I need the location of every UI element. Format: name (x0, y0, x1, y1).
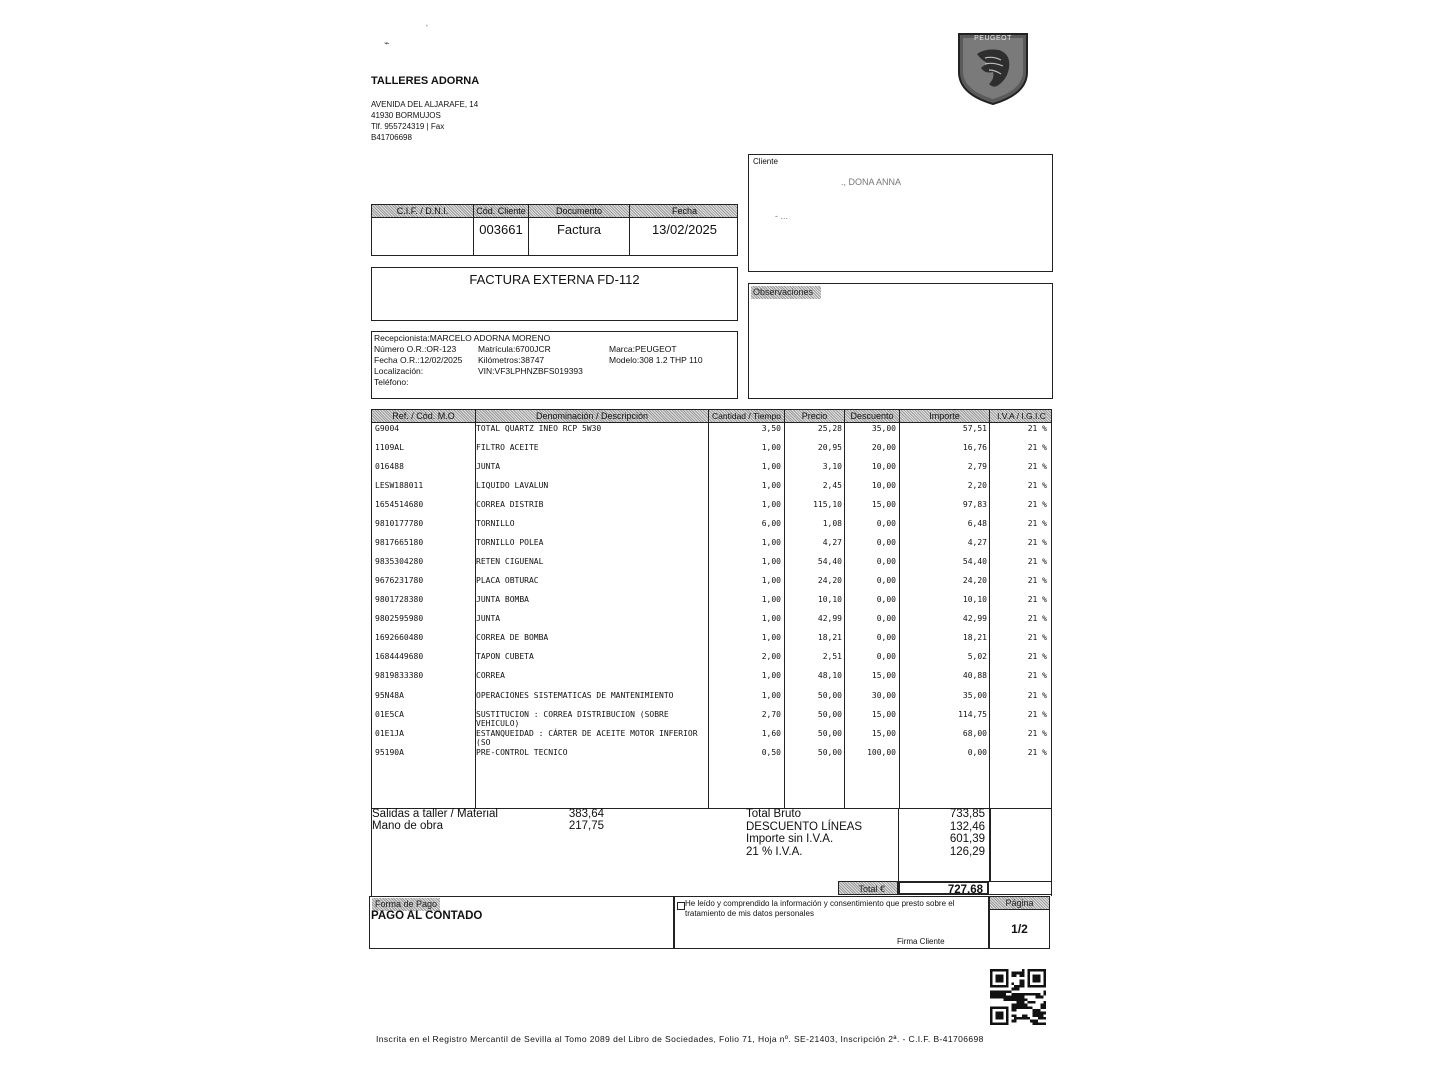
description-cell: SUSTITUCION : CORREA DISTRIBUCION (SOBRE VEHICULO) (476, 710, 669, 728)
vat-cell: 21 % (1027, 424, 1047, 433)
discount-cell: 20,00 (871, 443, 896, 452)
amount-cell: 35,00 (962, 691, 987, 700)
vehicle-model: Modelo:308 1.2 THP 110 (609, 355, 703, 365)
location: Localización: (374, 366, 424, 376)
quantity-cell: 2,00 (761, 652, 781, 661)
summary-left-values (552, 808, 604, 832)
phone: Teléfono: (374, 377, 409, 387)
description-cell: OPERACIONES SISTEMATICAS DE MANTENIMIENTO (476, 691, 674, 700)
description-cell: JUNTA (476, 462, 501, 471)
header-label-date: Fecha (671, 206, 697, 216)
summary-block (371, 808, 1052, 896)
description-cell: ESTANQUEIDAD : CÁRTER DE ACEITE MOTOR INFERIOR (SO (476, 729, 698, 747)
vat-cell: 21 % (1027, 671, 1047, 680)
description-cell: CORREA DE BOMBA (476, 633, 549, 642)
line-discount-label: DESCUENTO LÍNEAS (746, 820, 863, 833)
quantity-cell: 1,00 (761, 671, 781, 680)
quantity-cell: 1,00 (761, 633, 781, 642)
price-cell: 10,10 (817, 595, 842, 604)
quantity-cell: 2,70 (761, 710, 781, 719)
client-line: - ... (775, 211, 788, 221)
amount-cell: 40,88 (962, 671, 987, 680)
price-cell: 3,10 (822, 462, 842, 471)
description-cell: JUNTA BOMBA (476, 595, 529, 604)
mileage: Kilómetros:38747 (478, 355, 545, 365)
ref-cell: 9835304280 (375, 557, 424, 566)
vehicle-brand: Marca:PEUGEOT (609, 344, 677, 354)
table-row (372, 557, 1051, 575)
price-cell: 2,51 (822, 652, 842, 661)
ref-cell: 1654514680 (375, 500, 424, 509)
page-label: Página (990, 897, 1049, 910)
quantity-cell: 1,00 (761, 576, 781, 585)
ref-cell: LESW188011 (375, 481, 424, 490)
vat-cell: 21 % (1027, 710, 1047, 719)
table-row (372, 500, 1051, 518)
consent-text-line: tratamiento de mis datos personales (685, 909, 814, 918)
amount-cell: 16,76 (962, 443, 987, 452)
material-value: 383,64 (568, 808, 604, 820)
ref-cell: 9802595980 (375, 614, 424, 623)
amount-cell: 42,99 (962, 614, 987, 623)
header-label-document: Documento (555, 206, 603, 216)
company-address (371, 99, 478, 143)
discount-cell: 15,00 (871, 729, 896, 738)
page-number: 1/2 (1011, 922, 1028, 936)
description-cell: TORNILLO POLEA (476, 538, 544, 547)
quantity-cell: 0,50 (761, 748, 781, 757)
table-row (372, 710, 1051, 728)
discount-cell: 10,00 (871, 481, 896, 490)
lines-table (371, 409, 1052, 809)
quantity-cell: 6,00 (761, 519, 781, 528)
table-row (372, 748, 1051, 766)
price-cell: 2,45 (822, 481, 842, 490)
discount-cell: 0,00 (876, 652, 896, 661)
description-cell: CORREA (476, 671, 505, 680)
ref-cell: 016488 (375, 462, 404, 471)
total-gross-value: 733,85 (949, 808, 985, 820)
price-cell: 4,27 (822, 538, 842, 547)
company-cif: B41706698 (371, 133, 412, 142)
amount-cell: 97,83 (962, 500, 987, 509)
document-header-table (371, 204, 738, 256)
price-cell: 48,10 (817, 671, 842, 680)
receptionist: Recepcionista:MARCELO ADORNA MORENO (374, 333, 551, 343)
summary-left (372, 808, 498, 832)
column-header-ref: Ref. / Cód. M.O (392, 411, 455, 421)
table-row (372, 652, 1051, 670)
quantity-cell: 1,00 (761, 443, 781, 452)
signature-label: Firma Cliente (897, 937, 945, 946)
vat-cell: 21 % (1027, 519, 1047, 528)
total-label: Total € (838, 881, 898, 895)
vat-cell: 21 % (1027, 729, 1047, 738)
price-cell: 50,00 (817, 748, 842, 757)
quantity-cell: 1,00 (761, 595, 781, 604)
ref-cell: G9004 (375, 424, 400, 433)
header-label-client-code: Cód. Cliente (476, 206, 526, 216)
page-box (989, 896, 1050, 949)
column-header-description: Denominación / Descripción (535, 411, 649, 421)
table-rows (372, 410, 1051, 808)
quantity-cell: 1,00 (761, 691, 781, 700)
description-cell: FILTRO ACEITE (476, 443, 539, 452)
amount-cell: 68,00 (962, 729, 987, 738)
material-label: Salidas a taller / Material (372, 808, 498, 820)
discount-cell: 10,00 (871, 462, 896, 471)
ref-cell: 1684449680 (375, 652, 424, 661)
registry-footer: Inscrita en el Registro Mercantil de Sevilla al Tomo 2089 del Libro de Sociedades, Folio 71, Hoja nº. SE-21403, Inscripción 2ª. - C.I.F. B-41706698 (376, 1034, 984, 1044)
summary-values-column (898, 808, 991, 881)
vat-cell: 21 % (1027, 481, 1047, 490)
column-header-amount: Importe (929, 411, 960, 421)
title-box (371, 267, 738, 321)
amount-cell: 2,79 (967, 462, 987, 471)
amount-cell: 54,40 (962, 557, 987, 566)
table-row (372, 614, 1051, 632)
net-amount-value: 601,39 (949, 833, 985, 845)
discount-cell: 0,00 (876, 538, 896, 547)
quantity-cell: 1,60 (761, 729, 781, 738)
price-cell: 54,40 (817, 557, 842, 566)
amount-cell: 10,10 (962, 595, 987, 604)
price-cell: 50,00 (817, 729, 842, 738)
column-header-quantity: Cantidad / Tiempo (712, 411, 781, 421)
price-cell: 1,08 (822, 519, 842, 528)
ref-cell: 95N48A (375, 691, 404, 700)
summary-right-labels (746, 808, 862, 858)
net-amount-label: Importe sin I.V.A. (746, 833, 834, 845)
or-date: Fecha O.R.:12/02/2025 (374, 355, 463, 365)
ref-cell: 95190A (375, 748, 404, 757)
price-cell: 25,28 (817, 424, 842, 433)
ref-cell: 9810177780 (375, 519, 424, 528)
table-row (372, 595, 1051, 613)
header-label-cif: C.I.F. / D.N.I. (396, 206, 449, 216)
column-header-vat: I.V.A / I.G.I.C (997, 411, 1046, 421)
discount-cell: 15,00 (871, 500, 896, 509)
labor-value: 217,75 (568, 820, 604, 832)
company-name: TALLERES ADORNA (371, 75, 480, 87)
vat-cell: 21 % (1027, 443, 1047, 452)
invoice-title: FACTURA EXTERNA FD-112 (469, 272, 640, 287)
line-discount-value: 132,46 (949, 820, 985, 833)
vat-value: 126,29 (949, 845, 985, 858)
qr-code (990, 969, 1046, 1025)
vat-cell: 21 % (1027, 614, 1047, 623)
or-number: Número O.R.:OR-123 (374, 344, 457, 354)
peugeot-logo (955, 28, 1031, 106)
amount-cell: 57,51 (962, 424, 987, 433)
table-row (372, 424, 1051, 442)
description-cell: LIQUIDO LAVALUN (476, 481, 549, 490)
price-cell: 42,99 (817, 614, 842, 623)
quantity-cell: 1,00 (761, 538, 781, 547)
description-cell: JUNTA (476, 614, 501, 623)
observations-label: Observaciones (751, 286, 821, 299)
discount-cell: 0,00 (876, 576, 896, 585)
client-line: ., DONA ANNA (841, 177, 902, 187)
price-cell: 24,20 (817, 576, 842, 585)
ref-cell: 9817665180 (375, 538, 424, 547)
table-row (372, 462, 1051, 480)
ref-cell: 9801728380 (375, 595, 424, 604)
price-cell: 20,95 (817, 443, 842, 452)
total-row-extension (989, 881, 1051, 895)
client-box (748, 154, 1053, 272)
vat-label: 21 % I.V.A. (746, 845, 803, 858)
ref-cell: 01E1JA (375, 729, 404, 738)
amount-cell: 6,48 (967, 519, 987, 528)
discount-cell: 0,00 (876, 595, 896, 604)
payment-label: Forma de Pago (372, 898, 440, 911)
ref-cell: 9676231780 (375, 576, 424, 585)
discount-cell: 30,00 (871, 691, 896, 700)
quantity-cell: 1,00 (761, 481, 781, 490)
column-header-discount: Descuento (850, 411, 894, 421)
client-label: Cliente (753, 157, 778, 166)
client-code-value: 003661 (479, 222, 523, 237)
payment-method: PAGO AL CONTADO (371, 910, 483, 922)
consent-checkbox[interactable] (677, 902, 685, 910)
summary-values (899, 808, 990, 858)
company-phone: Tlf. 955724319 | Fax (371, 122, 445, 131)
ref-cell: 1692660480 (375, 633, 424, 642)
table-row (372, 691, 1051, 709)
table-row (372, 671, 1051, 689)
table-row (372, 519, 1051, 537)
table-row (372, 729, 1051, 747)
description-cell: RETEN CIGUENAL (476, 557, 544, 566)
vat-cell: 21 % (1027, 595, 1047, 604)
total-gross-label: Total Bruto (746, 808, 801, 820)
price-cell: 50,00 (817, 710, 842, 719)
vat-cell: 21 % (1027, 538, 1047, 547)
ref-cell: 01E5CA (375, 710, 404, 719)
discount-cell: 15,00 (871, 671, 896, 680)
price-cell: 115,10 (813, 500, 842, 509)
discount-cell: 0,00 (876, 614, 896, 623)
vehicle-info-box (371, 331, 738, 399)
document-type-value: Factura (556, 222, 602, 237)
observations-box (748, 283, 1053, 399)
table-row (372, 481, 1051, 499)
scan-mark: ʼ (426, 24, 428, 33)
discount-cell: 0,00 (876, 633, 896, 642)
description-cell: PLACA OBTURAC (476, 576, 539, 585)
price-cell: 18,21 (817, 633, 842, 642)
vat-cell: 21 % (1027, 462, 1047, 471)
amount-cell: 4,27 (967, 538, 987, 547)
quantity-cell: 1,00 (761, 557, 781, 566)
table-row (372, 538, 1051, 556)
amount-cell: 0,00 (967, 748, 987, 757)
vat-cell: 21 % (1027, 652, 1047, 661)
price-cell: 50,00 (817, 691, 842, 700)
table-row (372, 633, 1051, 651)
discount-cell: 35,00 (871, 424, 896, 433)
amount-cell: 24,20 (962, 576, 987, 585)
quantity-cell: 1,00 (761, 500, 781, 509)
amount-cell: 114,75 (958, 710, 987, 719)
description-cell: TORNILLO (476, 519, 515, 528)
vat-column-extension (989, 808, 990, 881)
quantity-cell: 3,50 (761, 424, 781, 433)
ref-cell: 1109AL (375, 443, 404, 452)
table-row (372, 576, 1051, 594)
logo-text: PEUGEOT (974, 35, 1012, 42)
consent-box (674, 896, 989, 949)
vat-cell: 21 % (1027, 576, 1047, 585)
discount-cell: 0,00 (876, 557, 896, 566)
consent-text-line: He leído y comprendido la información y consentimiento que presto sobre el (685, 899, 955, 908)
amount-cell: 18,21 (962, 633, 987, 642)
quantity-cell: 1,00 (761, 614, 781, 623)
quantity-cell: 1,00 (761, 462, 781, 471)
discount-cell: 15,00 (871, 710, 896, 719)
total-value: 727,68 (898, 881, 989, 895)
table-row (372, 443, 1051, 461)
discount-cell: 0,00 (876, 519, 896, 528)
discount-cell: 100,00 (867, 748, 896, 757)
vin: VIN:VF3LPHNZBFS019393 (478, 366, 583, 376)
description-cell: PRE-CONTROL TECNICO (476, 748, 568, 757)
vat-cell: 21 % (1027, 500, 1047, 509)
company-address-line: 41930 BORMUJOS (371, 111, 441, 120)
vat-cell: 21 % (1027, 691, 1047, 700)
license-plate: Matrícula:6700JCR (478, 344, 551, 354)
description-cell: TAPON CUBETA (476, 652, 534, 661)
amount-cell: 2,20 (967, 481, 987, 490)
ref-cell: 9819833380 (375, 671, 424, 680)
description-cell: CORREA DISTRIB (476, 500, 544, 509)
column-header-price: Precio (801, 411, 828, 421)
document-date-value: 13/02/2025 (651, 222, 718, 237)
description-cell: TOTAL QUARTZ INEO RCP 5W30 (476, 424, 602, 433)
labor-label: Mano de obra (372, 820, 443, 832)
scan-mark: ⌁ (384, 38, 390, 48)
amount-cell: 5,02 (967, 652, 987, 661)
vat-cell: 21 % (1027, 557, 1047, 566)
vat-cell: 21 % (1027, 633, 1047, 642)
vat-cell: 21 % (1027, 748, 1047, 757)
company-address-line: AVENIDA DEL ALJARAFE, 14 (371, 100, 479, 109)
payment-box (369, 896, 674, 949)
